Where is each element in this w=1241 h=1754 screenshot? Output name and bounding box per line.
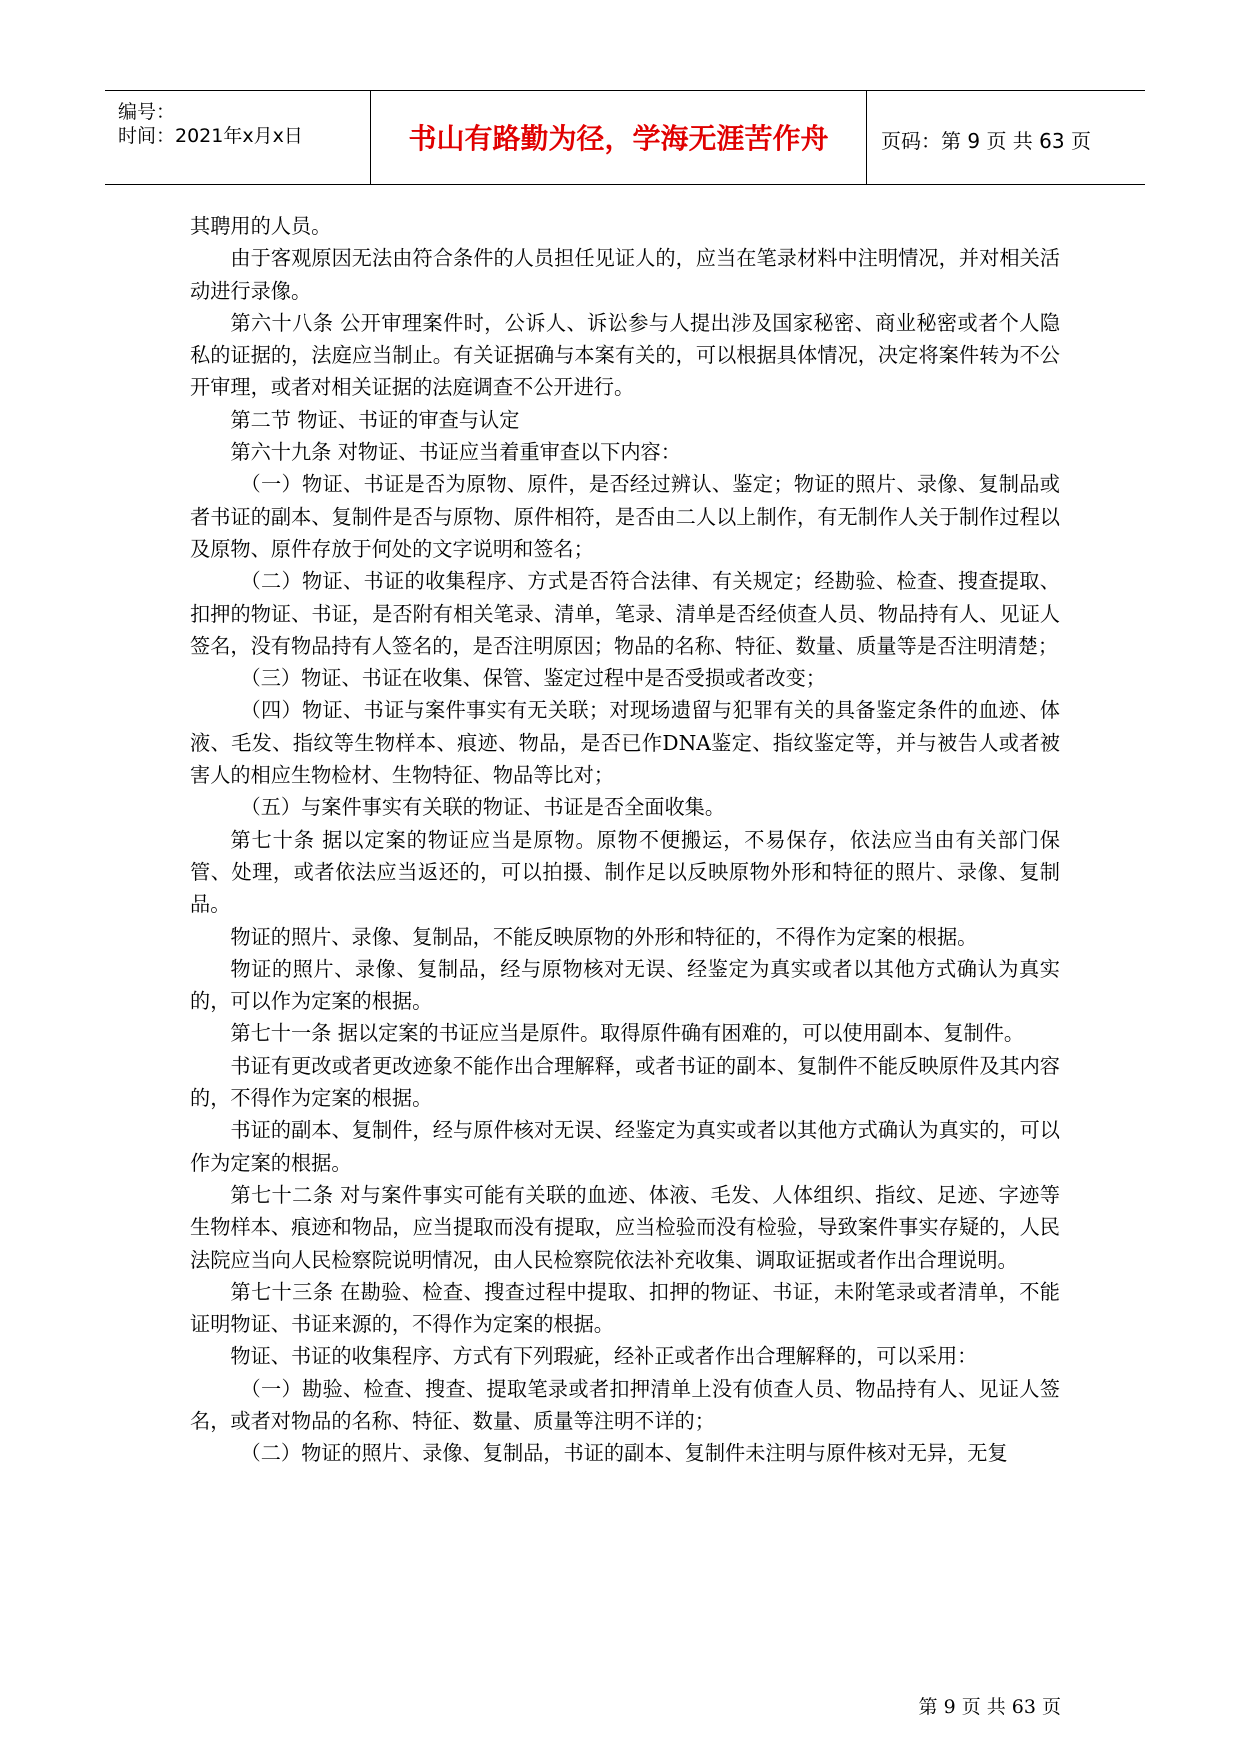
paragraph: （一）勘验、检查、搜查、提取笔录或者扣押清单上没有侦查人员、物品持有人、见证人签名，或者对物品的名称、特征、数量、质量等注明不详的； bbox=[190, 1376, 1060, 1433]
header-page-number: 页码：第 9 页 共 63 页 bbox=[881, 129, 1091, 153]
paragraph: 其聘用的人员。 bbox=[190, 214, 332, 238]
paragraph: （三）物证、书证在收集、保管、鉴定过程中是否受损或者改变； bbox=[240, 666, 826, 691]
paragraph: 第二节 物证、书证的审查与认定 bbox=[230, 407, 520, 432]
paragraph: （四）物证、书证与案件事实有无关联；对现场遗留与犯罪有关的具备鉴定条件的血迹、体液、毛发、指纹等生物样本、痕迹、物品，是否已作DNA鉴定、指纹鉴定等，并与被告人或者被害人的相应生物检材、生物特征、物品等比对； bbox=[190, 698, 1060, 788]
paragraph: 书证有更改或者更改迹象不能作出合理解释，或者书证的副本、复制件不能反映原件及其内容的，不得作为定案的根据。 bbox=[190, 1053, 1060, 1111]
page-footer: 第 9 页 共 63 页 bbox=[918, 1696, 1061, 1718]
paragraph: （五）与案件事实有关联的物证、书证是否全面收集。 bbox=[240, 795, 726, 820]
paragraph: 第七十一条 据以定案的书证应当是原件。取得原件确有困难的，可以使用副本、复制件。 bbox=[230, 1021, 1025, 1046]
paragraph: 第七十条 据以定案的物证应当是原物。原物不便搬运，不易保存，依法应当由有关部门保管、处理，或者依法应当返还的，可以拍摄、制作足以反映原物外形和特征的照片、录像、复制品。 bbox=[190, 827, 1060, 917]
document-number: 编号： bbox=[118, 101, 176, 123]
header-page-cell bbox=[867, 91, 1145, 184]
paragraph: 物证的照片、录像、复制品，经与原物核对无误、经鉴定为真实或者以其他方式确认为真实的，可以作为定案的根据。 bbox=[190, 956, 1060, 1014]
paragraph: 书证的副本、复制件，经与原件核对无误、经鉴定为真实或者以其他方式确认为真实的，可以作为定案的根据。 bbox=[190, 1118, 1060, 1175]
paragraph: 物证、书证的收集程序、方式有下列瑕疵，经补正或者作出合理解释的，可以采用： bbox=[230, 1344, 978, 1369]
paragraph: （二）物证的照片、录像、复制品，书证的副本、复制件未注明与原件核对无异，无复 bbox=[240, 1441, 1008, 1466]
document-body bbox=[190, 210, 1060, 1470]
page-header bbox=[105, 90, 1145, 185]
paragraph: 第六十九条 对物证、书证应当着重审查以下内容： bbox=[230, 440, 681, 465]
paragraph: （一）物证、书证是否为原物、原件，是否经过辨认、鉴定；物证的照片、录像、复制品或者书证的副本、复制件是否与原物、原件相符，是否由二人以上制作，有无制作人关于制作过程以及原物、原件存放于何处的文字说明和签名； bbox=[190, 472, 1060, 561]
paragraph: 由于客观原因无法由符合条件的人员担任见证人的，应当在笔录材料中注明情况，并对相关活动进行录像。 bbox=[190, 246, 1060, 303]
paragraph: 第七十二条 对与案件事实可能有关联的血迹、体液、毛发、人体组织、指纹、足迹、字迹等生物样本、痕迹和物品，应当提取而没有提取，应当检验而没有检验，导致案件事实存疑的，人民法院应当向人民检察院说明情况，由人民检察院依法补充收集、调取证据或者作出合理说明。 bbox=[190, 1182, 1060, 1272]
document-time: 时间：2021年x月x日 bbox=[118, 125, 303, 147]
header-motto: 书山有路勤为径，学海无涯苦作舟 bbox=[408, 122, 829, 155]
header-motto-cell bbox=[371, 91, 867, 184]
paragraph: 物证的照片、录像、复制品，不能反映原物的外形和特征的，不得作为定案的根据。 bbox=[230, 924, 978, 949]
paragraph: 第六十八条 公开审理案件时，公诉人、诉讼参与人提出涉及国家秘密、商业秘密或者个人隐私的证据的，法庭应当制止。有关证据确与本案有关的，可以根据具体情况，决定将案件转为不公开审理，或者对相关证据的法庭调查不公开进行。 bbox=[190, 310, 1060, 400]
paragraph: 第七十三条 在勘验、检查、搜查过程中提取、扣押的物证、书证，未附笔录或者清单，不能证明物证、书证来源的，不得作为定案的根据。 bbox=[190, 1279, 1060, 1337]
paragraph: （二）物证、书证的收集程序、方式是否符合法律、有关规定；经勘验、检查、搜查提取、扣押的物证、书证，是否附有相关笔录、清单，笔录、清单是否经侦查人员、物品持有人、见证人签名，没有物品持有人签名的，是否注明原因；物品的名称、特征、数量、质量等是否注明清楚； bbox=[190, 569, 1060, 658]
header-meta-cell bbox=[105, 91, 371, 184]
